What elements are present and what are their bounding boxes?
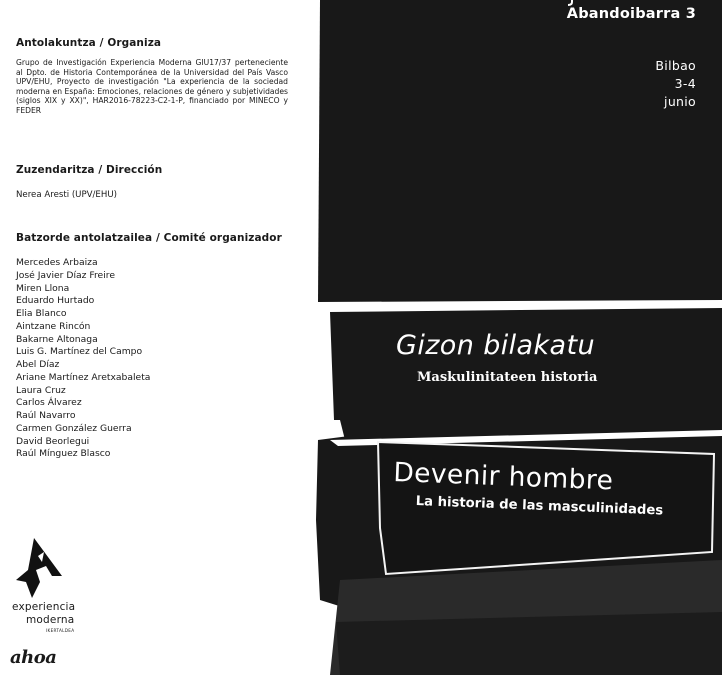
committee-member: Carlos Álvarez bbox=[16, 397, 82, 409]
paper-strip-bottom-2 bbox=[336, 612, 722, 675]
committee-member: Abel Díaz bbox=[16, 359, 60, 370]
event-month: junio bbox=[664, 94, 696, 109]
logo-moderna-text: moderna bbox=[26, 614, 75, 626]
committee-member: Carmen González Guerra bbox=[16, 422, 132, 434]
committee-member: Laura Cruz bbox=[16, 384, 66, 396]
organize-body: Grupo de Investigación Experiencia Moderna GIU17/37 perteneciente al Dpto. de Historia Contemporánea de la Universidad del País Vasco UPV/EHU, Proyecto de investigación "La experiencia de la sociedad moderna en España: Emociones, relaciones de género y subjetividades (siglos XIX y XX)", HAR2016-78223-C2-1-P, financiado por MINECO y FEDER bbox=[16, 58, 288, 115]
committee-member: Bakarne Altonaga bbox=[16, 333, 98, 345]
event-dates: 3-4 bbox=[674, 76, 696, 91]
committee-member: Raúl Navarro bbox=[16, 410, 76, 421]
committee-member: Miren Llona bbox=[16, 282, 70, 294]
venue-address: Abandoibarra 3 bbox=[566, 6, 696, 22]
direction-name: Nerea Aresti (UPV/EHU) bbox=[16, 190, 117, 200]
committee-member: Mercedes Arbaiza bbox=[16, 257, 98, 268]
committee-member: Aintzane Rincón bbox=[16, 320, 91, 332]
paper-strip-top bbox=[318, 0, 722, 302]
committee-heading: Batzorde antolatzailea / Comité organizador bbox=[16, 232, 282, 244]
committee-member: Elia Blanco bbox=[16, 308, 67, 319]
organize-heading: Antolakuntza / Organiza bbox=[16, 37, 162, 49]
logo-ikertaldea-text: IKERTALDEA bbox=[46, 628, 75, 633]
committee-member: Eduardo Hurtado bbox=[16, 295, 95, 307]
title-basque: Gizon bilakatu bbox=[396, 330, 595, 361]
ahoa-logo: ahoa bbox=[10, 647, 57, 668]
committee-member: David Beorlegui bbox=[16, 435, 90, 447]
committee-member: José Javier Díaz Freire bbox=[16, 269, 115, 281]
committee-member: Luis G. Martínez del Campo bbox=[16, 346, 143, 358]
subtitle-spanish: La historia de las masculinidades bbox=[415, 494, 664, 519]
logo-experiencia-text: experiencia bbox=[12, 601, 76, 613]
committee-member: Raúl Mínguez Blasco bbox=[16, 448, 111, 460]
title-spanish: Devenir hombre bbox=[392, 457, 614, 497]
direction-heading: Zuzendaritza / Dirección bbox=[16, 164, 163, 176]
subtitle-basque: Maskulinitateen historia bbox=[417, 370, 598, 385]
event-city: Bilbao bbox=[655, 58, 696, 73]
committee-member: Ariane Martínez Aretxabaleta bbox=[16, 371, 151, 383]
